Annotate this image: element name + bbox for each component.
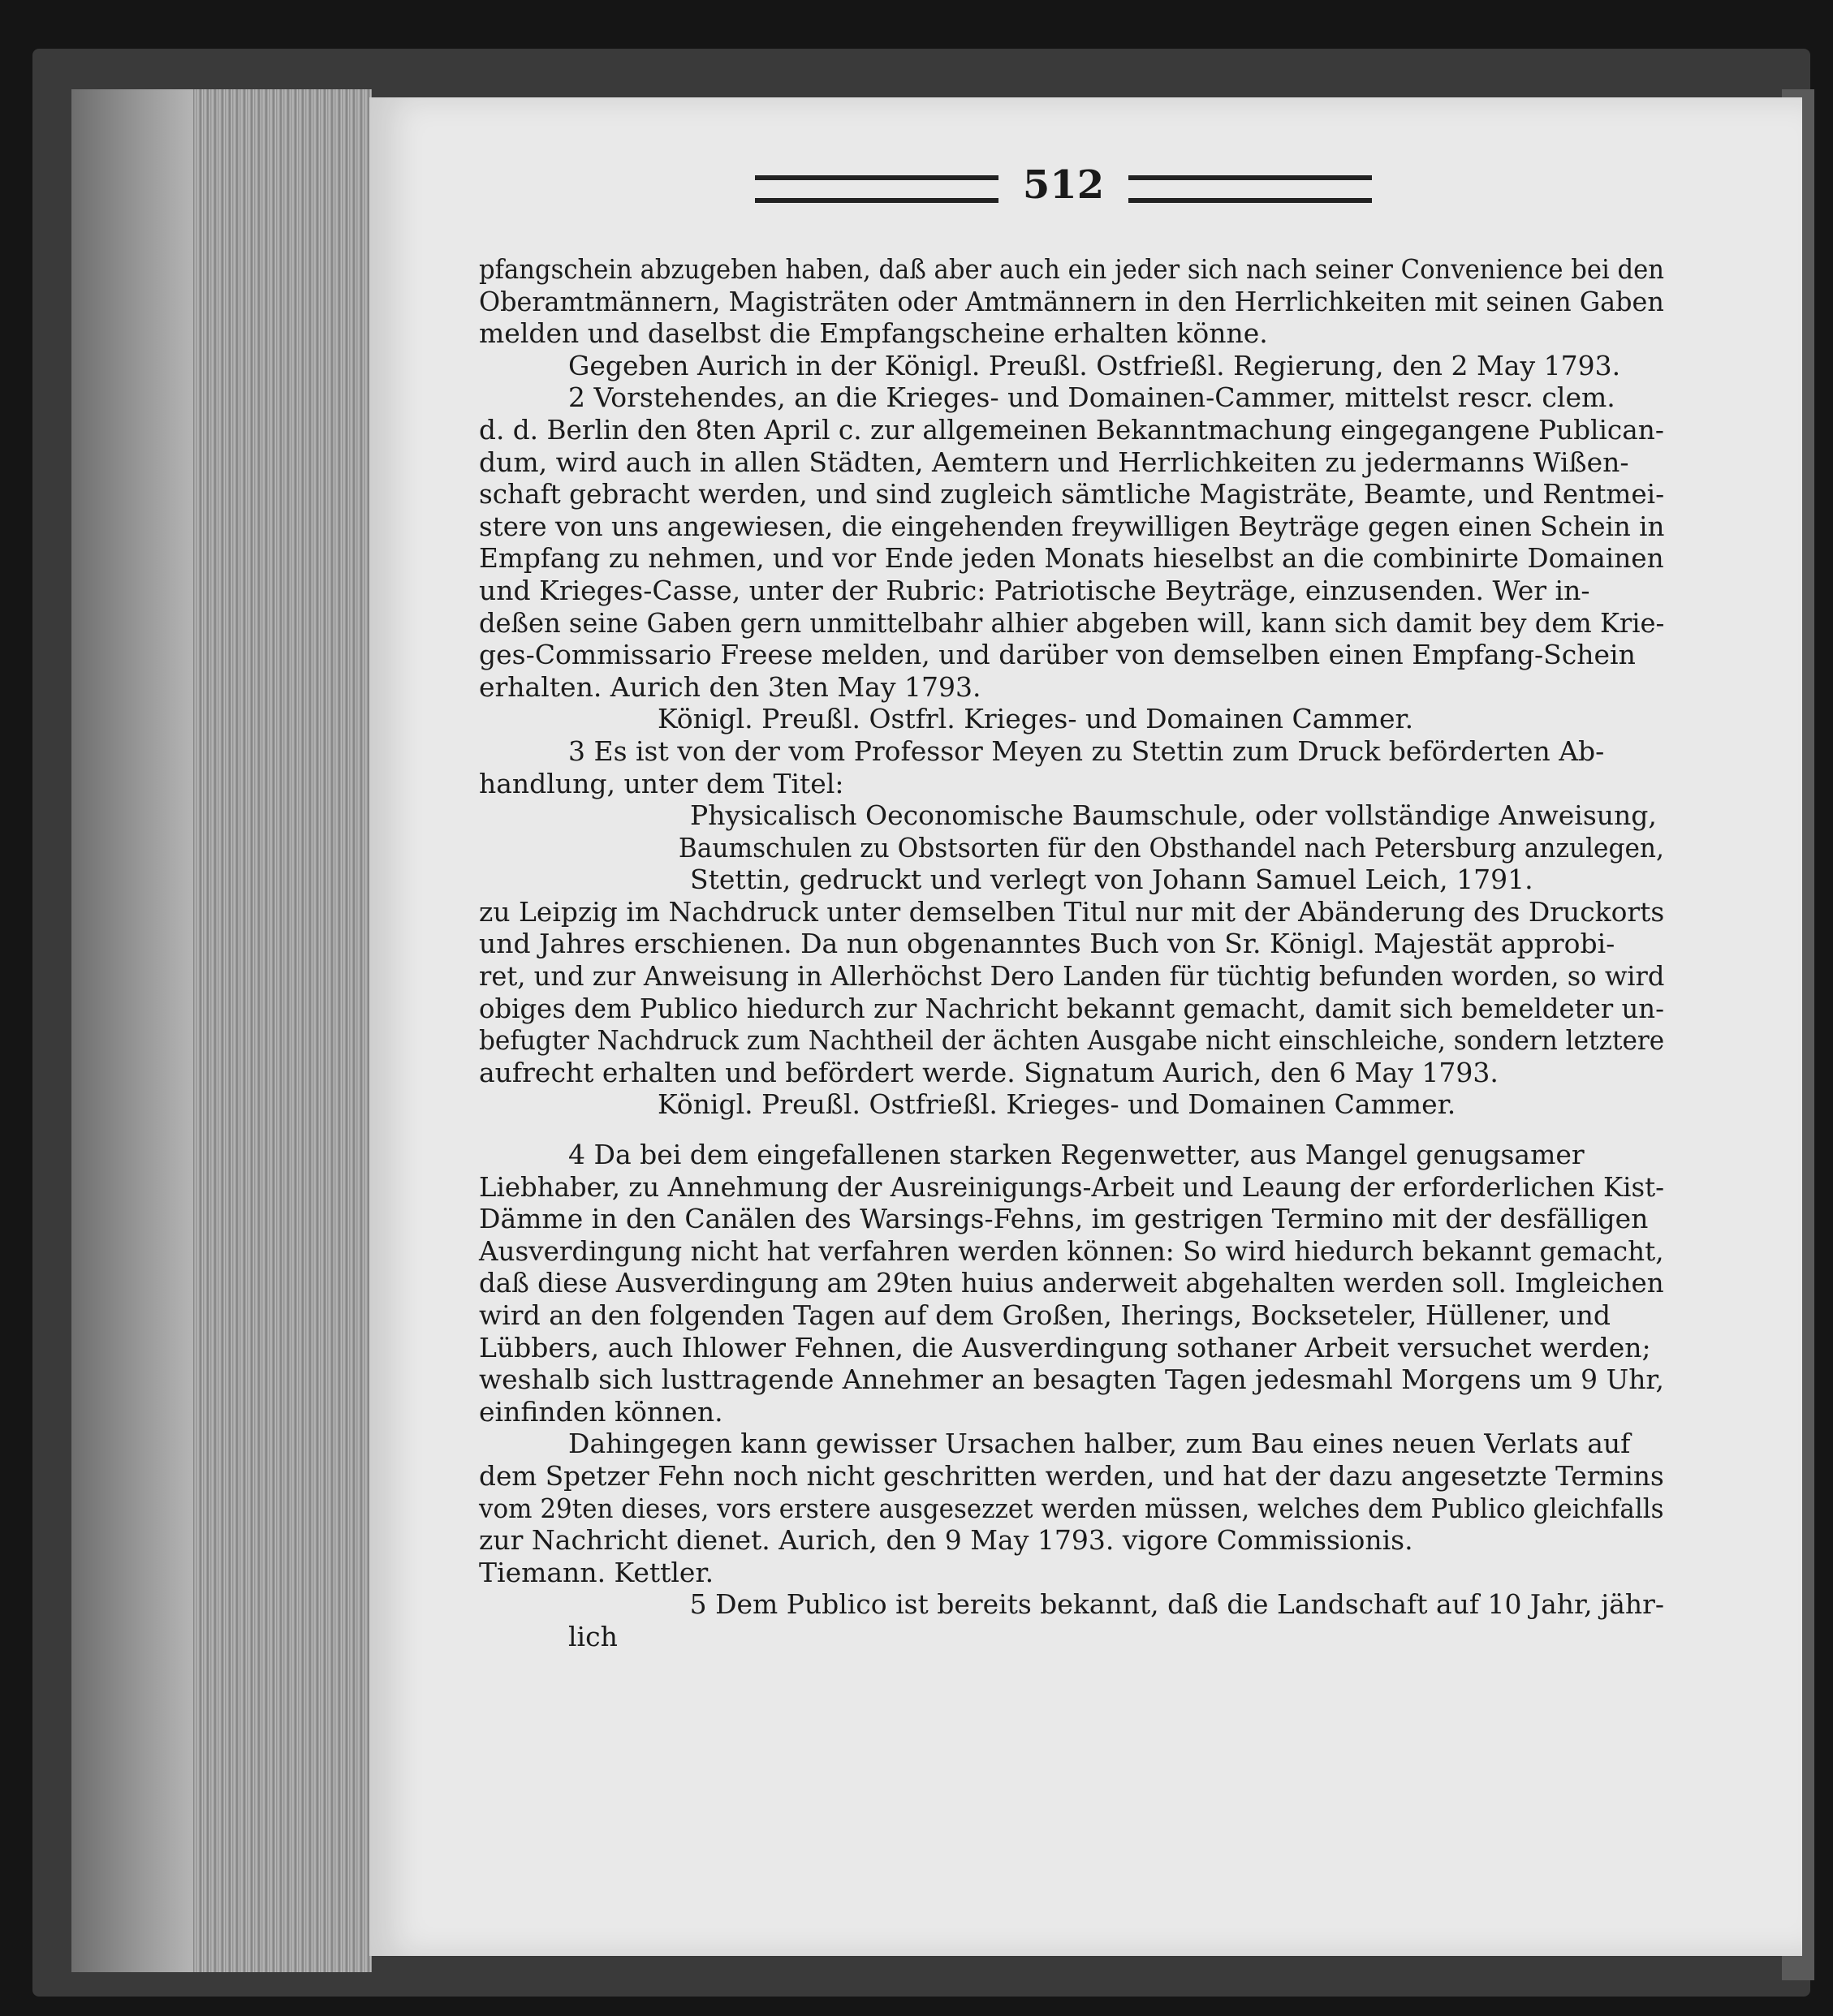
notice-4-start: 4 Da bei dem eingefallenen starken Regenwetter, aus Mangel genugsamer — [568, 1139, 1585, 1171]
text-line: Ausverdingung nicht hat verfahren werden können: So wird hiedurch bekannt gemacht, — [479, 1234, 1664, 1267]
page-body — [479, 253, 1664, 1685]
text-line: zur Nachricht dienet. Aurich, den 9 May 1793. vigore Commissionis. — [479, 1524, 1413, 1557]
text-line: pfangschein abzugeben haben, daß aber auch ein jeder sich nach seiner Convenience bei den — [479, 253, 1665, 285]
text-line: dum, wird auch in allen Städten, Aemtern und Herrlichkeiten zu jedermanns Wißen- — [479, 446, 1629, 478]
page-header — [755, 162, 1372, 211]
text-line: obiges dem Publico hiedurch zur Nachricht bekannt gemacht, damit sich bemeldeter un- — [479, 992, 1664, 1024]
text-line: einfinden können. — [479, 1395, 723, 1428]
text-line: zu Leipzig im Nachdruck unter demselben Titul nur mit der Abänderung des Druckorts — [479, 895, 1665, 928]
text-line: dem Spetzer Fehn noch nicht geschritten werden, und hat der dazu angesetzte Termins — [479, 1459, 1664, 1492]
text-line: aufrecht erhalten und befördert werde. Signatum Aurich, den 6 May 1793. — [479, 1056, 1499, 1088]
text-line: schaft gebracht werden, und sind zugleich sämtliche Magisträte, Beamte, und Rentmei- — [479, 478, 1665, 510]
page-number: 512 — [1022, 162, 1105, 208]
text-line: weshalb sich lusttragende Annehmer an besagten Tagen jedesmahl Morgens um 9 Uhr, — [479, 1363, 1664, 1396]
text-line: wird an den folgenden Tagen auf dem Großen, Iherings, Bockseteler, Hüllener, und — [479, 1299, 1611, 1331]
text-line: befugter Nachdruck zum Nachtheil der ächten Ausgabe nicht einschleiche, sondern letztere — [479, 1024, 1665, 1057]
book-title-line: Stettin, gedruckt und verlegt von Johann Samuel Leich, 1791. — [690, 864, 1533, 896]
text-line: Lübbers, auch Ihlower Fehnen, die Ausverdingung sothaner Arbeit versuchet werden; — [479, 1331, 1651, 1363]
signature-names: 5 Dem Publico ist bereits bekannt, daß die Landschaft auf 10 Jahr, jähr- — [689, 1588, 1665, 1621]
text-line: erhalten. Aurich den 3ten May 1793. — [479, 670, 981, 703]
text-line: und Jahres erschienen. Da nun obgenanntes Buch von Sr. Königl. Majestät approbi- — [479, 928, 1615, 960]
text-line: Liebhaber, zu Annehmung der Ausreinigungs-Arbeit und Leaung der erforderlichen Kist- — [479, 1170, 1665, 1203]
page-edges-shadow — [71, 89, 193, 1972]
text-line: vom 29ten dieses, vors erstere ausgesezzet werden müssen, welches dem Publico gleichfalls — [479, 1492, 1664, 1524]
text-line: deßen seine Gaben gern unmittelbahr alhier abgeben will, kann sich damit bey dem Krie- — [479, 606, 1665, 639]
text-line: Oberamtmännern, Magisträten oder Amtmännern in den Herrlichkeiten mit seinen Gaben — [479, 285, 1664, 317]
header-rule-right — [1128, 175, 1372, 203]
text-line: ges-Commissario Freese melden, und darüber von demselben einen Empfang-Schein — [479, 639, 1636, 671]
book-title-line: Baumschulen zu Obstsorten für den Obsthandel nach Petersburg anzulegen, — [678, 831, 1664, 864]
notice-3-start: 3 Es ist von der vom Professor Meyen zu Stettin zum Druck beförderten Ab- — [568, 734, 1605, 767]
text-line: und Krieges-Casse, unter der Rubric: Patriotische Beyträge, einzusenden. Wer in- — [479, 574, 1590, 606]
text-line: handlung, unter dem Titel: — [479, 767, 844, 799]
text-line: Gegeben Aurich in der Königl. Preußl. Ostfrießl. Regierung, den 2 May 1793. — [568, 349, 1621, 381]
text-line: stere von uns angewiesen, die eingehenden freywilligen Beyträge gegen einen Schein in — [479, 510, 1665, 542]
signature-line: Königl. Preußl. Ostfrl. Krieges- und Domainen Cammer. — [658, 703, 1414, 735]
catchword — [479, 1653, 1664, 1686]
text-line: d. d. Berlin den 8ten April c. zur allgemeinen Bekanntmachung eingegangene Publican- — [479, 413, 1664, 446]
header-rule-left — [755, 175, 998, 203]
text-line: Empfang zu nehmen, und vor Ende jeden Monats hieselbst an die combinirte Domainen — [479, 542, 1664, 575]
signature-line: Königl. Preußl. Ostfrießl. Krieges- und Domainen Cammer. — [658, 1088, 1456, 1121]
text-line: ret, und zur Anweisung in Allerhöchst Dero Landen für tüchtig befunden worden, so wird — [479, 960, 1665, 993]
notice-5-start: lich — [568, 1620, 618, 1652]
text-line: Tiemann. Kettler. — [479, 1556, 714, 1588]
text-line: melden und daselbst die Empfangscheine erhalten könne. — [479, 317, 1268, 350]
book-title-line: Physicalisch Oeconomische Baumschule, oder vollständige Anweisung, — [690, 799, 1657, 832]
notice-2-start: 2 Vorstehendes, an die Krieges- und Domainen-Cammer, mittelst rescr. clem. — [568, 381, 1615, 414]
text-line: Dämme in den Canälen des Warsings-Fehns, im gestrigen Termino mit der desfälligen — [479, 1203, 1649, 1235]
text-line: Dahingegen kann gewisser Ursachen halber, zum Bau eines neuen Verlats auf — [568, 1428, 1631, 1460]
text-line: daß diese Ausverdingung am 29ten huius anderweit abgehalten werden soll. Imgleichen — [479, 1267, 1664, 1299]
